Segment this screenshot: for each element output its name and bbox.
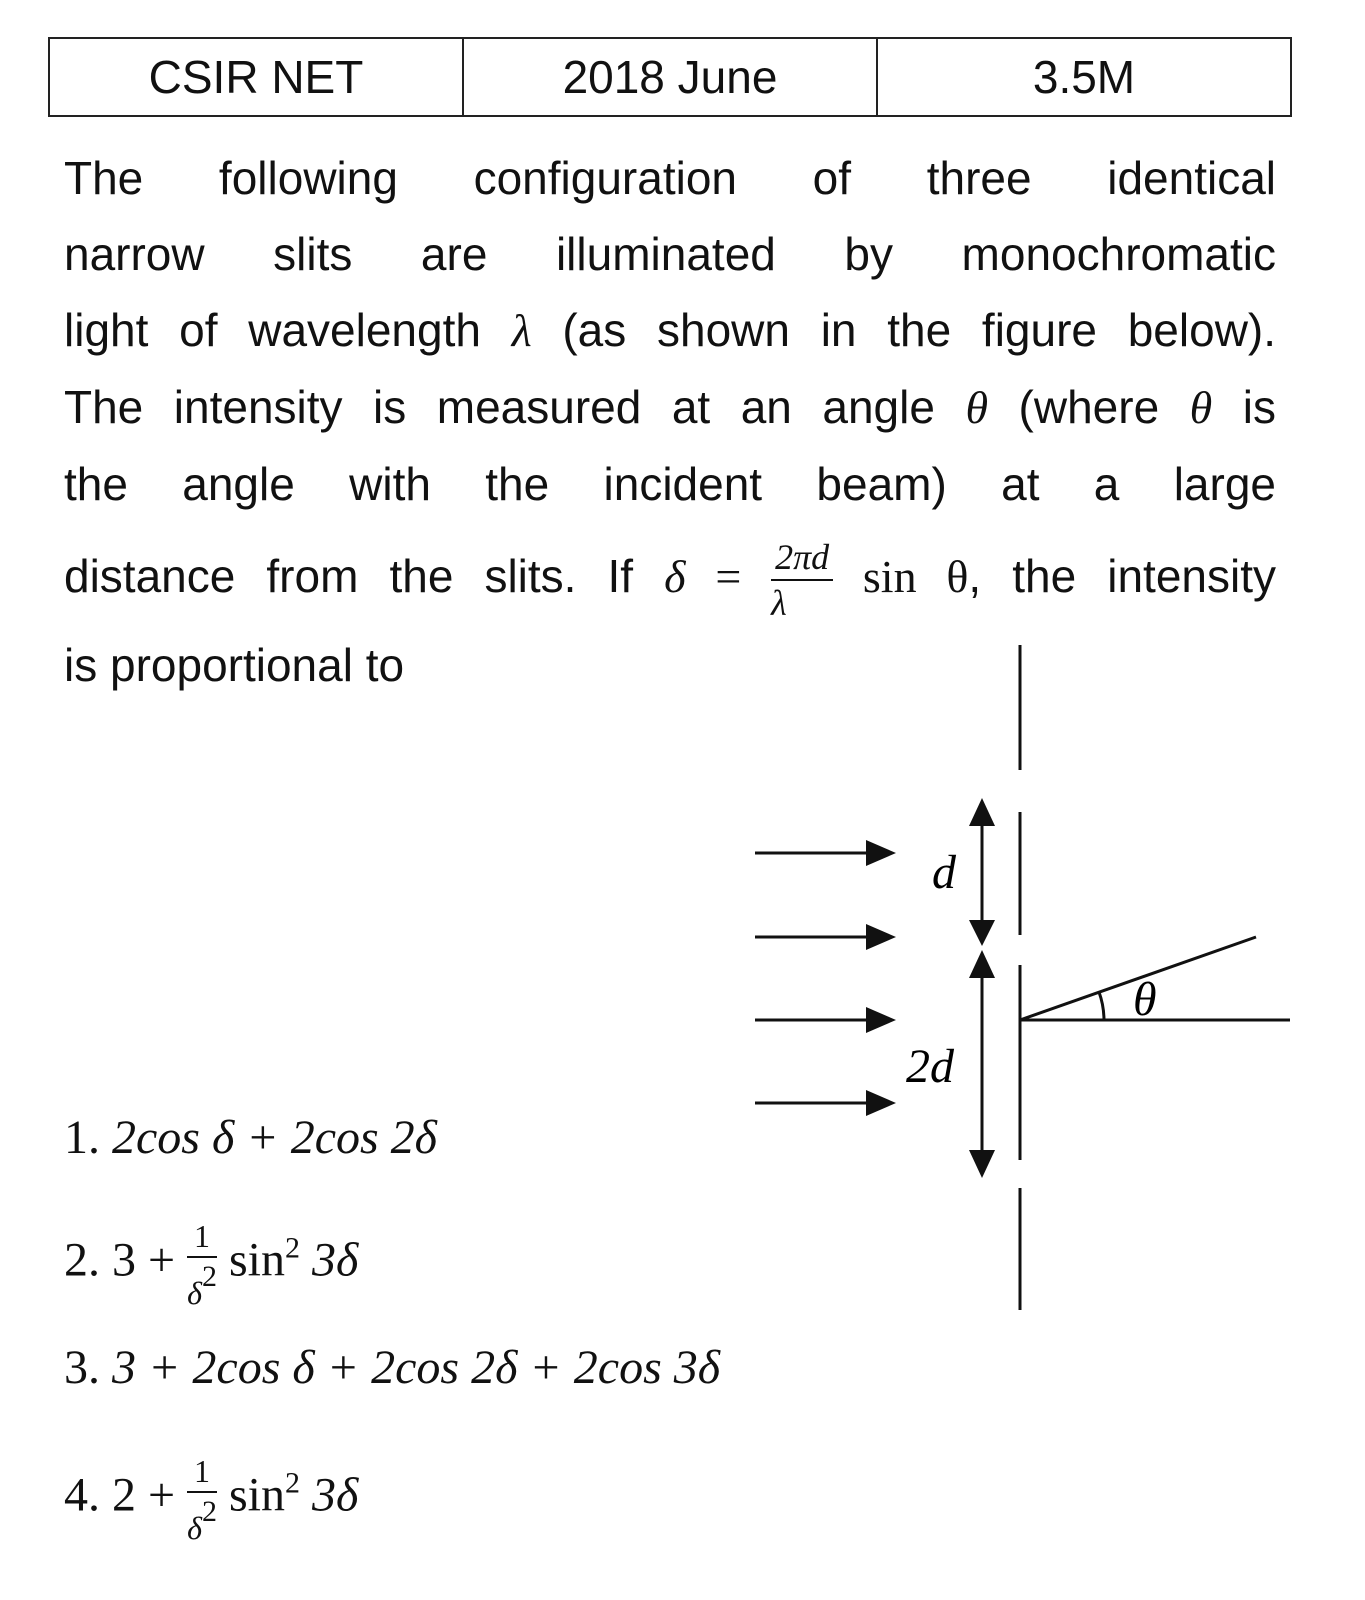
- exam-session: 2018 June: [463, 38, 877, 116]
- incident-arrow-head: [866, 1007, 896, 1033]
- question-line-6: distance from the slits. If δ = $\frac{2\pi d}{\lambda}$ sin θ, the intensity: [64, 536, 1276, 623]
- exam-name: CSIR NET: [49, 38, 463, 116]
- question-line-5: the angle with the incident beam) at a large: [64, 458, 1276, 510]
- incident-arrow-head: [866, 1090, 896, 1116]
- lambda-symbol: λ: [511, 305, 532, 356]
- incident-arrow-head: [866, 924, 896, 950]
- question-line-4: The intensity is measured at an angle θ (where θ is: [64, 381, 1277, 433]
- option-4-fraction: $\frac{1}{\delta^2}$: [187, 1453, 217, 1546]
- label-d: d: [932, 846, 956, 899]
- delta-symbol: δ: [664, 551, 686, 602]
- option-2-fraction: $\frac{1}{\delta^2}$: [187, 1218, 217, 1311]
- label-2d: 2d: [906, 1040, 954, 1093]
- question-marks: 3.5M: [877, 38, 1291, 116]
- question-text: [64, 140, 1276, 703]
- option-1[interactable]: 1. 2cos δ + 2cos 2δ: [64, 1111, 437, 1164]
- slit-diagram: [740, 640, 1300, 1320]
- delta-fraction: $\frac{2\pi d}{\lambda}$: [771, 539, 833, 621]
- label-theta: θ: [1133, 973, 1157, 1026]
- theta-symbol: θ: [965, 382, 989, 433]
- option-2[interactable]: 2. 3 + $\frac{1}{\delta^2}$ $\sin^2 3\delta$: [64, 1218, 359, 1311]
- question-line-2: narrow slits are illuminated by monochromatic: [64, 228, 1276, 280]
- incident-arrow-head: [866, 840, 896, 866]
- question-line-1: The following configuration of three identical: [64, 152, 1276, 204]
- question-line-3: light of wavelength λ (as shown in the figure below).: [64, 304, 1277, 356]
- 2d-dimension-arrow: [969, 950, 995, 1178]
- header-table: [48, 37, 1292, 117]
- incident-arrows: [755, 840, 896, 1116]
- angle-arc: [1099, 992, 1104, 1020]
- option-4[interactable]: 4. 2 + $\frac{1}{\delta^2}$ $\sin^2 3\delta$: [64, 1453, 359, 1546]
- question-line-7: is proportional to: [64, 639, 405, 691]
- d-dimension-arrow: [969, 798, 995, 946]
- option-3[interactable]: 3. 3 + 2cos δ + 2cos 2δ + 2cos 3δ: [64, 1341, 721, 1394]
